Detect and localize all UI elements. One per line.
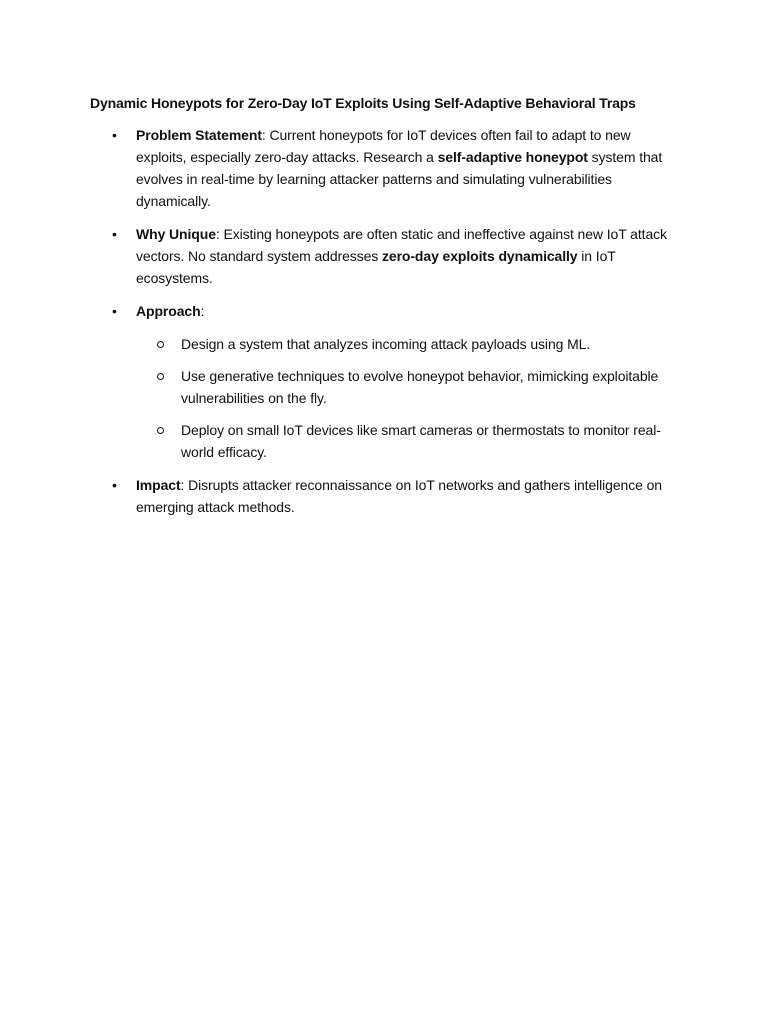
approach-item	[136, 365, 681, 409]
bullet-approach	[0, 300, 682, 463]
bullet-icon: •	[112, 303, 117, 319]
bullet-problem-statement	[0, 124, 682, 212]
why-unique-text-a: : Existing honeypots are often static and ineffective against new IoT attack vectors. No standard system addresses	[136, 226, 667, 264]
approach-item	[136, 419, 681, 463]
document-title: Dynamic Honeypots for Zero-Day IoT Exploits Using Self-Adaptive Behavioral Traps	[90, 95, 636, 111]
impact-text: : Disrupts attacker reconnaissance on IoT networks and gathers intelligence on emerging attack methods.	[136, 477, 662, 515]
approach-item	[136, 333, 681, 355]
problem-statement-label: Problem Statement	[136, 127, 262, 143]
approach-item-text: Design a system that analyzes incoming attack payloads using ML.	[181, 336, 591, 352]
approach-item-text: Deploy on small IoT devices like smart cameras or thermostats to monitor real-world efficacy.	[181, 422, 661, 460]
bullet-icon: •	[112, 226, 117, 242]
hollow-circle-icon	[157, 427, 164, 434]
why-unique-text-b: in IoT ecosystems.	[136, 248, 616, 286]
problem-statement-text-b: system that evolves in real-time by learning attacker patterns and simulating vulnerabilities dynamically.	[136, 149, 663, 209]
bullet-icon: •	[112, 477, 117, 493]
problem-statement-text-a: : Current honeypots for IoT devices often fail to adapt to new exploits, especially zero-day attacks. Research a	[136, 127, 631, 165]
approach-item-text: Use generative techniques to evolve honeypot behavior, mimicking exploitable vulnerabilities on the fly.	[181, 368, 659, 406]
hollow-circle-icon	[157, 341, 164, 348]
why-unique-label: Why Unique	[136, 226, 216, 242]
approach-label: Approach	[136, 303, 201, 319]
problem-statement-emphasis: self-adaptive honeypot	[437, 149, 588, 165]
why-unique-emphasis: zero-day exploits dynamically	[381, 248, 578, 264]
bullet-impact	[0, 474, 682, 518]
approach-sublist	[136, 333, 682, 463]
bullet-icon: •	[112, 127, 117, 143]
bullet-why-unique	[0, 223, 682, 289]
hollow-circle-icon	[157, 373, 164, 380]
approach-suffix: :	[200, 303, 205, 319]
bullet-list	[0, 124, 768, 529]
impact-label: Impact	[136, 477, 181, 493]
